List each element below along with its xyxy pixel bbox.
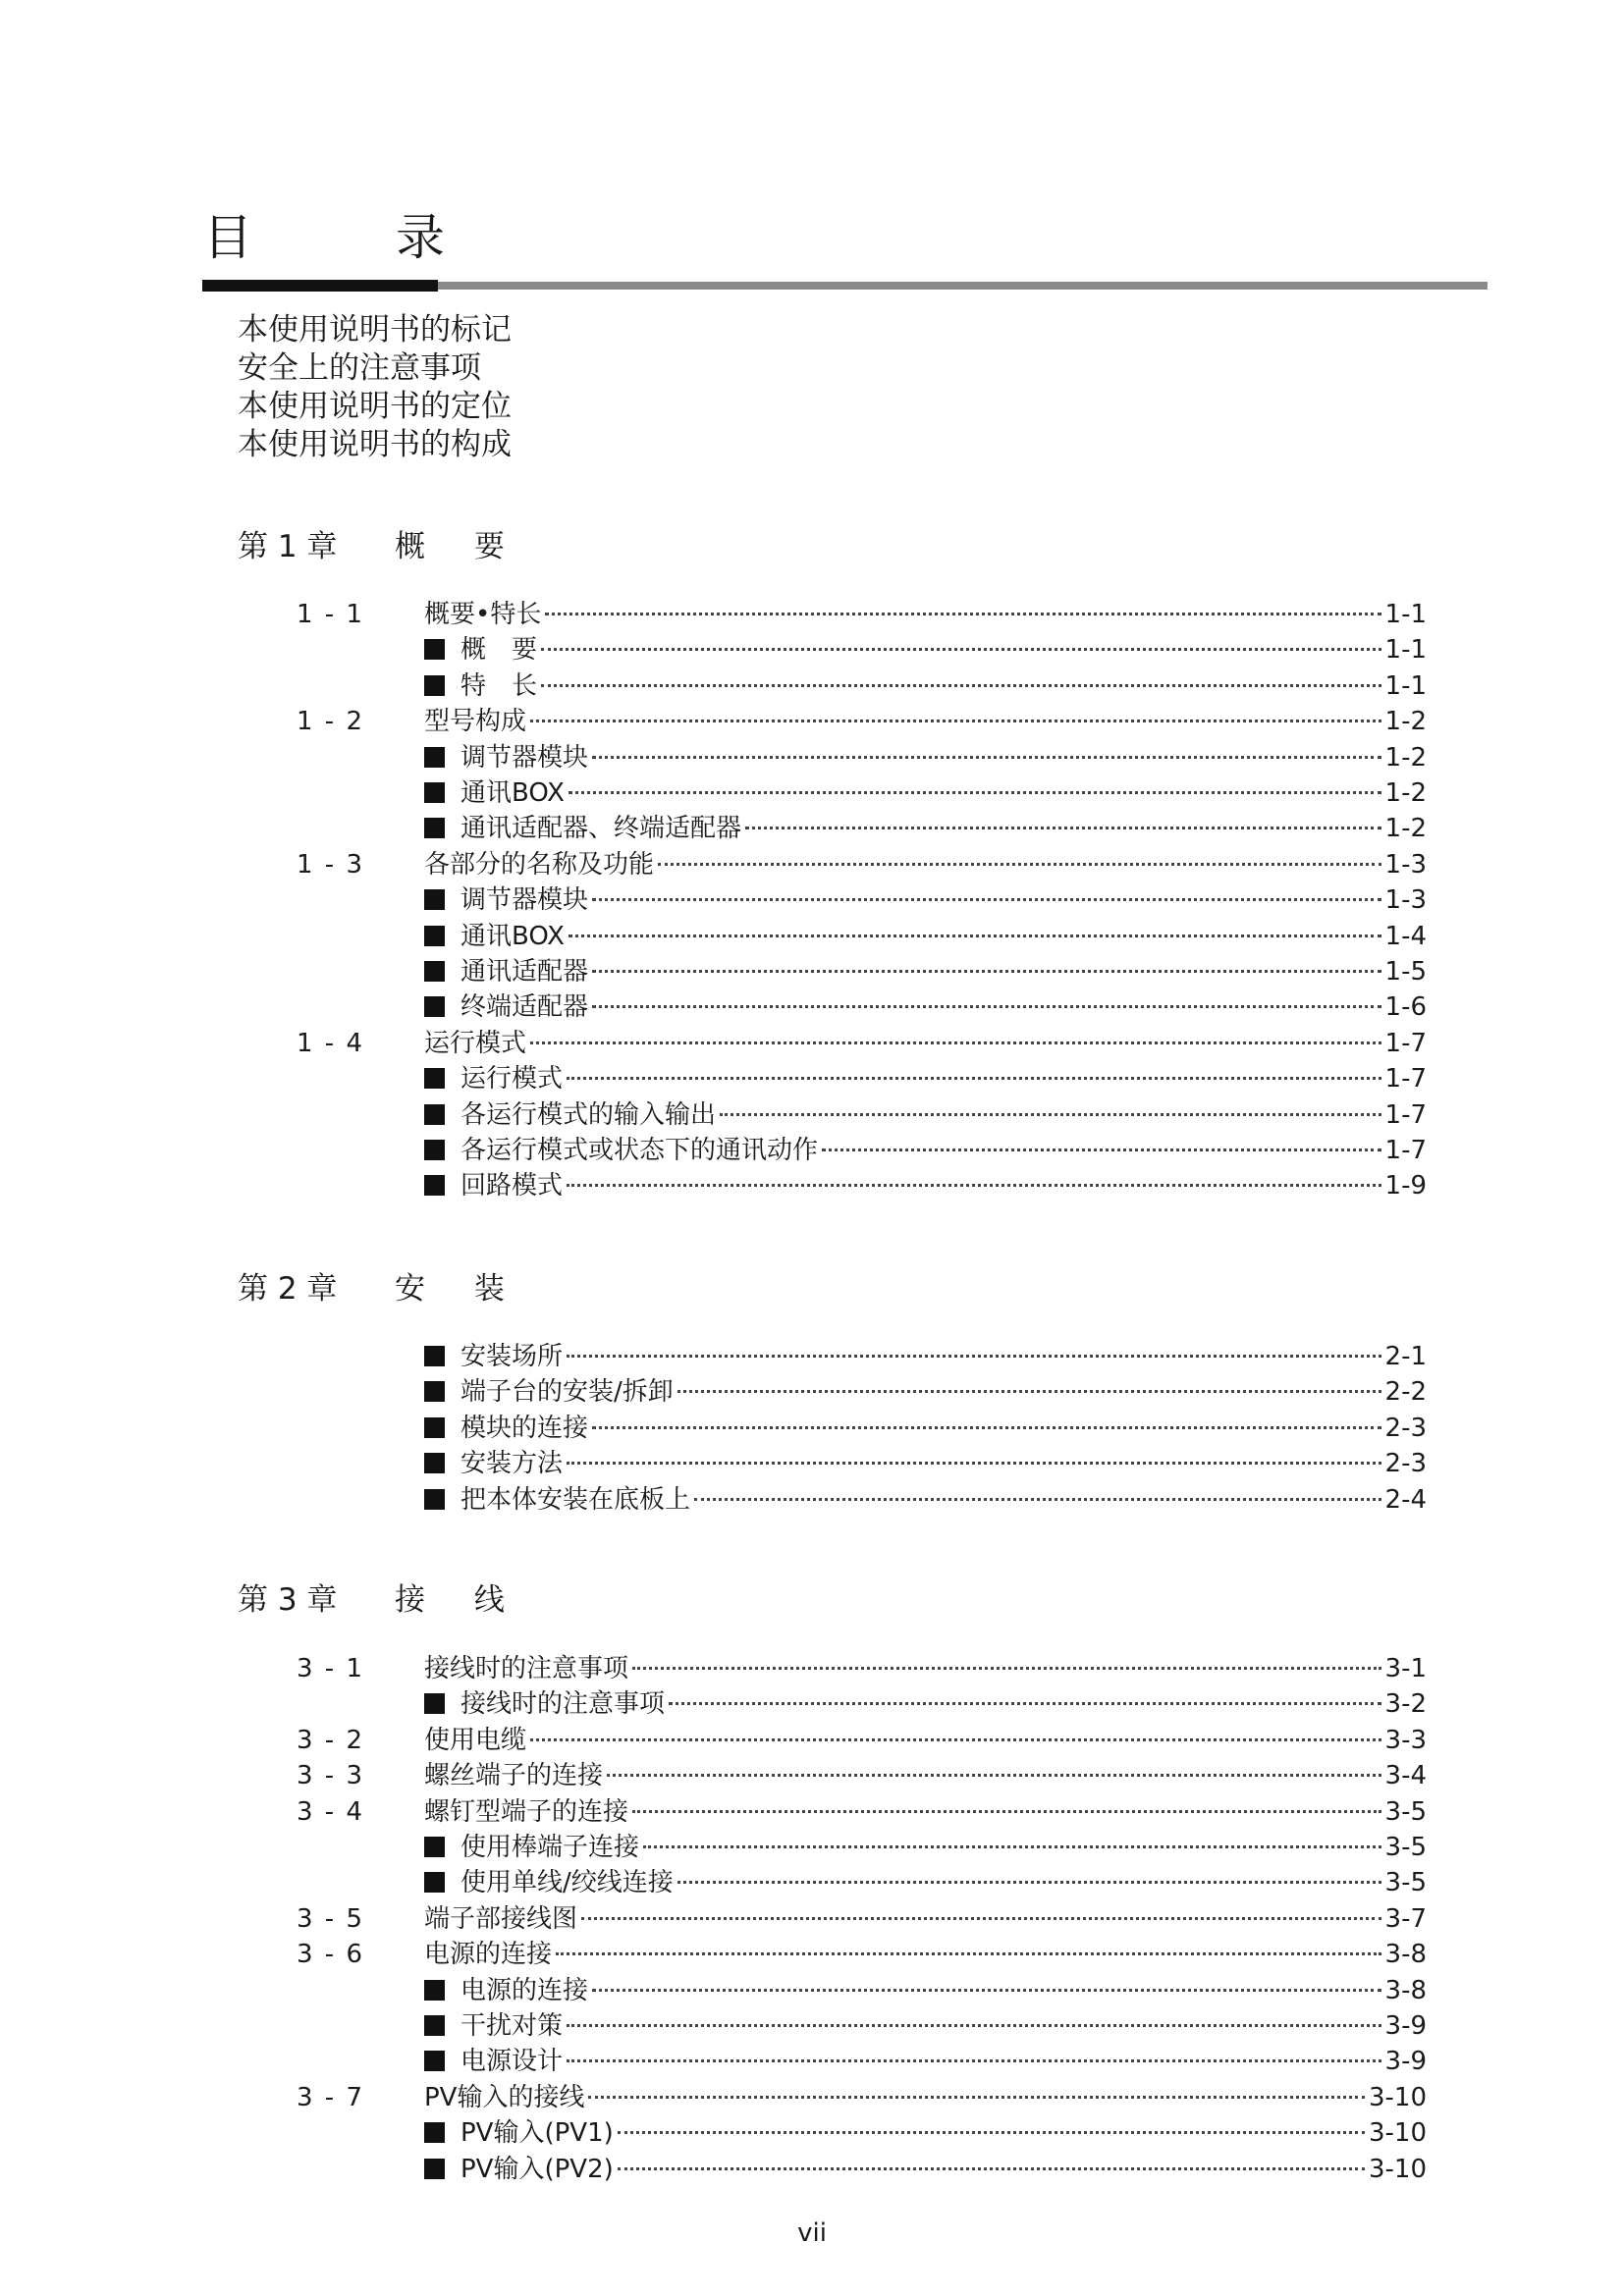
black-square-bullet-icon (424, 639, 445, 660)
entry-label: 把本体安装在底板上 (460, 1484, 691, 1515)
entry-page-number: 2-4 (1384, 1484, 1427, 1515)
toc-row[interactable] (0, 2152, 1624, 2187)
toc-row[interactable] (0, 632, 1624, 667)
entry-page-number: 1-5 (1384, 957, 1427, 987)
toc-row[interactable] (0, 1446, 1624, 1481)
entry-page-number: 3-9 (1384, 2047, 1427, 2077)
entry-page-number: 2-3 (1384, 1449, 1427, 1479)
entry-label: 终端适配器 (460, 992, 589, 1023)
black-square-bullet-icon (424, 1453, 445, 1473)
dot-leader (643, 1845, 1381, 1848)
entry-page-number: 1-7 (1384, 1099, 1427, 1130)
entry-label: 调节器模块 (460, 742, 589, 773)
entry-page-number: 3-2 (1384, 1689, 1427, 1720)
dot-leader (567, 2059, 1381, 2062)
toc-subentry[interactable] (424, 1686, 1427, 1722)
toc-subentry[interactable] (424, 1865, 1427, 1900)
dot-leader (556, 1952, 1381, 1955)
entry-page-number: 1-9 (1384, 1171, 1427, 1201)
entry-page-number: 3-7 (1384, 1903, 1427, 1934)
dot-leader (618, 2167, 1365, 2170)
toc-row[interactable] (0, 1865, 1624, 1900)
entry-label: 使用棒端子连接 (460, 1833, 640, 1862)
black-square-bullet-icon (424, 675, 445, 696)
entry-page-number: 1-4 (1384, 921, 1427, 951)
toc-row[interactable] (0, 1830, 1624, 1865)
dot-leader (677, 1390, 1381, 1393)
entry-label: PV输入的接线 (424, 2082, 585, 2112)
black-square-bullet-icon (424, 961, 445, 982)
black-square-bullet-icon (424, 1489, 445, 1510)
black-square-bullet-icon (424, 2122, 445, 2143)
entry-label: 通讯BOX (460, 921, 565, 951)
black-square-bullet-icon (424, 1837, 445, 1857)
dot-leader (607, 1774, 1381, 1777)
entry-label: 干扰对策 (460, 2011, 564, 2041)
section-number: 3 - 6 (297, 1940, 364, 1970)
black-square-bullet-icon (424, 1346, 445, 1366)
toc-subentry[interactable] (424, 1097, 1427, 1133)
toc-subentry[interactable] (424, 1133, 1427, 1168)
entry-label: 接线时的注意事项 (460, 1689, 666, 1720)
dot-leader (530, 720, 1381, 722)
entry-page-number: 3-10 (1368, 2082, 1427, 2112)
dot-leader (567, 1077, 1381, 1080)
dot-leader (632, 1810, 1381, 1813)
section-number: 3 - 7 (297, 2082, 364, 2112)
toc-row[interactable] (0, 1339, 1624, 1374)
toc-row[interactable] (0, 1482, 1624, 1518)
dot-leader (567, 1184, 1381, 1187)
entry-page-number: 3-5 (1384, 1868, 1427, 1898)
dot-leader (592, 1989, 1381, 1992)
dot-leader (567, 1355, 1381, 1358)
entry-label: 接线时的注意事项 (424, 1654, 629, 1683)
section-number: 3 - 4 (297, 1796, 364, 1827)
toc-row[interactable] (0, 1901, 1624, 1937)
toc-subentry[interactable] (424, 2008, 1427, 2044)
entry-label: PV输入(PV2) (460, 2154, 614, 2184)
toc-entry[interactable] (424, 1794, 1427, 1830)
toc-subentry[interactable] (424, 811, 1427, 846)
entry-page-number: 1-7 (1384, 1064, 1427, 1095)
dot-leader (568, 934, 1381, 937)
toc-subentry[interactable] (424, 740, 1427, 775)
entry-label: 使用电缆 (424, 1725, 527, 1755)
toc-entry[interactable] (424, 1026, 1427, 1061)
section-number: 3 - 5 (297, 1903, 364, 1934)
entry-label: 螺钉型端子的连接 (424, 1796, 629, 1827)
entry-label: 各运行模式的输入输出 (460, 1099, 717, 1130)
toc-subentry[interactable] (424, 1973, 1427, 2008)
dot-leader (568, 791, 1381, 794)
section-number: 1 - 3 (297, 849, 364, 880)
entry-page-number: 2-2 (1384, 1377, 1427, 1408)
entry-page-number: 2-1 (1384, 1342, 1427, 1371)
chapter-heading[interactable] (238, 1580, 524, 1620)
dot-leader (588, 2096, 1365, 2099)
dot-leader (530, 1041, 1381, 1044)
section-number: 1 - 1 (297, 600, 364, 629)
entry-label: 概 要 (460, 635, 538, 666)
toc-row[interactable] (0, 1168, 1624, 1203)
toc-row[interactable] (0, 775, 1624, 811)
chapter-number: 第 1 章 (238, 529, 338, 564)
toc-entry[interactable] (424, 1723, 1427, 1758)
toc-subentry[interactable] (424, 1374, 1427, 1410)
dot-leader (822, 1148, 1381, 1151)
toc-row[interactable] (0, 2115, 1624, 2151)
entry-page-number: 1-1 (1384, 670, 1427, 701)
dot-leader (541, 684, 1381, 687)
page-title: 目 录 (203, 209, 492, 266)
toc-entry[interactable] (424, 1901, 1427, 1937)
entry-label: 通讯BOX (460, 778, 565, 808)
chapter-heading[interactable] (238, 1269, 524, 1308)
dot-leader (677, 1881, 1381, 1884)
entry-label: 模块的连接 (460, 1413, 589, 1443)
toc-entry[interactable] (424, 1651, 1427, 1686)
section-number: 1 - 2 (297, 707, 364, 737)
page-number: vii (797, 2218, 827, 2248)
dot-leader (618, 2131, 1365, 2134)
toc-row[interactable] (0, 1097, 1624, 1133)
toc-row[interactable] (0, 2044, 1624, 2079)
entry-label: 各部分的名称及功能 (424, 849, 655, 880)
entry-label: 通讯适配器 (460, 957, 589, 987)
toc-row[interactable] (0, 704, 1624, 739)
chapter-number: 第 3 章 (238, 1582, 338, 1618)
entry-label: 型号构成 (424, 707, 527, 737)
toc-entry[interactable] (424, 1937, 1427, 1972)
dot-leader (592, 1005, 1381, 1008)
toc-subentry[interactable] (424, 2152, 1427, 2187)
toc-subentry[interactable] (424, 2115, 1427, 2151)
dot-leader (592, 898, 1381, 901)
entry-label: 电源设计 (460, 2047, 564, 2077)
toc-row[interactable] (0, 1686, 1624, 1722)
dot-leader (745, 827, 1381, 829)
intro-list (238, 311, 512, 464)
black-square-bullet-icon (424, 2159, 445, 2179)
toc-row[interactable] (0, 882, 1624, 918)
entry-label: 回路模式 (460, 1171, 564, 1201)
entry-label: 运行模式 (460, 1064, 564, 1095)
dot-leader (592, 756, 1381, 759)
entry-page-number: 3-5 (1384, 1833, 1427, 1862)
toc-subentry[interactable] (424, 1061, 1427, 1096)
toc-entry[interactable] (424, 1758, 1427, 1793)
entry-page-number: 1-2 (1384, 814, 1427, 844)
toc-row[interactable] (0, 668, 1624, 704)
entry-page-number: 1-2 (1384, 707, 1427, 737)
black-square-bullet-icon (424, 1068, 445, 1089)
chapter-name: 概 要 (395, 529, 524, 564)
black-square-bullet-icon (424, 1381, 445, 1402)
dot-leader (592, 970, 1381, 973)
entry-label: 电源的连接 (424, 1940, 553, 1970)
entry-label: 使用单线/绞线连接 (460, 1868, 674, 1898)
toc-subentry[interactable] (424, 919, 1427, 954)
black-square-bullet-icon (424, 1693, 445, 1714)
toc-row[interactable] (0, 1758, 1624, 1793)
black-square-bullet-icon (424, 1140, 445, 1160)
toc-row[interactable] (0, 1411, 1624, 1446)
dot-leader (658, 863, 1381, 866)
toc-row[interactable] (0, 811, 1624, 846)
entry-page-number: 1-3 (1384, 885, 1427, 916)
entry-label: 端子部接线图 (424, 1903, 578, 1934)
black-square-bullet-icon (424, 889, 445, 910)
black-square-bullet-icon (424, 1175, 445, 1196)
entry-label: 电源的连接 (460, 1975, 589, 2005)
section-number: 1 - 4 (297, 1028, 364, 1058)
dot-leader (581, 1917, 1381, 1920)
intro-item[interactable]: 安全上的注意事项 (238, 350, 481, 386)
toc-row[interactable] (0, 740, 1624, 775)
toc-subentry[interactable] (424, 1446, 1427, 1481)
black-square-bullet-icon (424, 2051, 445, 2071)
black-square-bullet-icon (424, 2015, 445, 2036)
toc-subentry[interactable] (424, 1830, 1427, 1865)
title-rule-gray (438, 282, 1488, 290)
entry-label: 安装场所 (460, 1342, 564, 1371)
dot-leader (545, 613, 1380, 615)
toc-subentry[interactable] (424, 1411, 1427, 1446)
entry-label: 各运行模式或状态下的通讯动作 (460, 1136, 819, 1165)
chapter-name: 安 装 (395, 1271, 524, 1307)
toc-row[interactable] (0, 989, 1624, 1025)
dot-leader (567, 1462, 1381, 1465)
toc-entry[interactable] (424, 597, 1427, 632)
section-number: 3 - 1 (297, 1654, 364, 1683)
black-square-bullet-icon (424, 747, 445, 768)
black-square-bullet-icon (424, 996, 445, 1017)
black-square-bullet-icon (424, 1872, 445, 1893)
entry-page-number: 3-10 (1368, 2118, 1427, 2149)
toc-row[interactable] (0, 1133, 1624, 1168)
entry-label: 概要•特长 (424, 600, 542, 629)
toc-row[interactable] (0, 2080, 1624, 2115)
toc-row[interactable] (0, 919, 1624, 954)
black-square-bullet-icon (424, 1104, 445, 1125)
toc-entry[interactable] (424, 847, 1427, 882)
toc-row[interactable] (0, 2008, 1624, 2044)
toc-row[interactable] (0, 1973, 1624, 2008)
toc-entry[interactable] (424, 2080, 1427, 2115)
entry-page-number: 3-9 (1384, 2011, 1427, 2041)
entry-page-number: 3-4 (1384, 1761, 1427, 1791)
dot-leader (669, 1702, 1381, 1705)
toc-entry[interactable] (424, 704, 1427, 739)
section-number: 3 - 3 (297, 1761, 364, 1791)
chapter-heading[interactable] (238, 527, 524, 566)
entry-label: PV输入(PV1) (460, 2118, 614, 2149)
entry-page-number: 3-8 (1384, 1940, 1427, 1970)
title-rule-dark (202, 280, 438, 292)
dot-leader (694, 1498, 1381, 1501)
intro-item[interactable]: 本使用说明书的标记 (238, 312, 512, 347)
toc-row[interactable] (0, 1374, 1624, 1410)
entry-label: 端子台的安装/拆卸 (460, 1377, 674, 1408)
dot-leader (567, 2024, 1381, 2027)
entry-label: 安装方法 (460, 1449, 564, 1479)
entry-page-number: 1-2 (1384, 742, 1427, 773)
toc-subentry[interactable] (424, 668, 1427, 704)
entry-page-number: 1-2 (1384, 778, 1427, 808)
entry-label: 运行模式 (424, 1028, 527, 1058)
black-square-bullet-icon (424, 1980, 445, 2001)
chapter-number: 第 2 章 (238, 1271, 338, 1307)
entry-label: 特 长 (460, 670, 538, 701)
toc-row[interactable] (0, 1651, 1624, 1686)
entry-page-number: 1-6 (1384, 992, 1427, 1023)
toc-subentry[interactable] (424, 2044, 1427, 2079)
entry-page-number: 3-5 (1384, 1796, 1427, 1827)
toc-subentry[interactable] (424, 775, 1427, 811)
entry-page-number: 3-10 (1368, 2154, 1427, 2184)
entry-page-number: 2-3 (1384, 1413, 1427, 1443)
toc-row[interactable] (0, 1061, 1624, 1096)
toc-row[interactable] (0, 1026, 1624, 1061)
dot-leader (632, 1667, 1381, 1670)
dot-leader (541, 648, 1381, 651)
entry-page-number: 3-3 (1384, 1725, 1427, 1755)
dot-leader (592, 1426, 1381, 1429)
black-square-bullet-icon (424, 926, 445, 946)
toc-subentry[interactable] (424, 882, 1427, 918)
toc-subentry[interactable] (424, 989, 1427, 1025)
toc-subentry[interactable] (424, 632, 1427, 667)
chapter-name: 接 线 (395, 1582, 524, 1618)
entry-page-number: 1-7 (1384, 1136, 1427, 1165)
dot-leader (720, 1113, 1381, 1116)
toc-subentry[interactable] (424, 954, 1427, 989)
black-square-bullet-icon (424, 818, 445, 838)
intro-item[interactable]: 本使用说明书的构成 (238, 427, 512, 462)
entry-page-number: 3-1 (1384, 1654, 1427, 1683)
toc-row[interactable] (0, 1794, 1624, 1830)
entry-label: 调节器模块 (460, 885, 589, 916)
toc-row[interactable] (0, 1723, 1624, 1758)
toc-subentry[interactable] (424, 1168, 1427, 1203)
entry-page-number: 1-1 (1384, 635, 1427, 666)
toc-row[interactable] (0, 847, 1624, 882)
entry-label: 螺丝端子的连接 (424, 1761, 604, 1791)
entry-page-number: 1-1 (1384, 600, 1427, 629)
toc-subentry[interactable] (424, 1339, 1427, 1374)
entry-page-number: 3-8 (1384, 1975, 1427, 2005)
black-square-bullet-icon (424, 782, 445, 803)
dot-leader (530, 1738, 1381, 1741)
toc-subentry[interactable] (424, 1482, 1427, 1518)
toc-row[interactable] (0, 954, 1624, 989)
intro-item[interactable]: 本使用说明书的定位 (238, 389, 512, 424)
entry-label: 通讯适配器、终端适配器 (460, 814, 742, 844)
section-number: 3 - 2 (297, 1725, 364, 1755)
entry-page-number: 1-3 (1384, 849, 1427, 880)
entry-page-number: 1-7 (1384, 1028, 1427, 1058)
toc-row[interactable] (0, 597, 1624, 632)
black-square-bullet-icon (424, 1417, 445, 1438)
toc-row[interactable] (0, 1937, 1624, 1972)
